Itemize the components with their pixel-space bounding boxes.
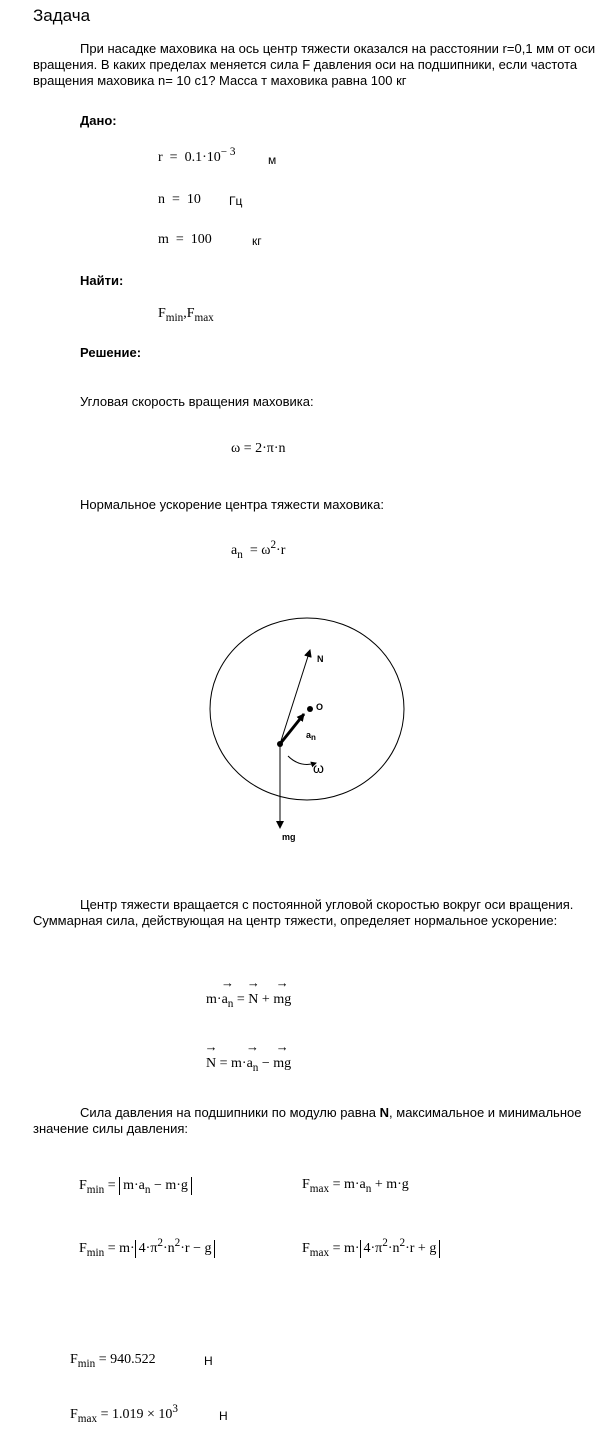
find-heading: Найти: xyxy=(80,273,124,288)
given-m-formula: m = 100 xyxy=(158,232,212,247)
given-r-unit: м xyxy=(268,153,277,167)
given-n-formula: n = 10 xyxy=(158,192,201,207)
given-r-formula: $r = 0.1\cdot 10^{- 3}$ xyxy=(158,145,236,165)
flywheel-diagram xyxy=(200,610,420,850)
axis-point xyxy=(307,706,313,712)
vector-equation-2: → $N = m\cdot\to a_n$ − → mg xyxy=(206,1056,291,1072)
result-fmin: $F_{min} = 940.522$ xyxy=(70,1352,156,1370)
given-heading: Дано: xyxy=(80,113,117,128)
label-an: an xyxy=(306,730,316,742)
fmin-formula-1: $F_{min} = m\cdot a_n - m\cdot g$ xyxy=(79,1177,192,1195)
given-n-unit: Гц xyxy=(229,194,243,208)
label-n: N xyxy=(317,654,324,664)
vector-equation-1: $m\cdot\to a_n$ = → N + → mg xyxy=(206,992,291,1008)
pressure-paragraph: Сила давления на подшипники по модулю равна N, максимальное и минимальное значение силы давления: xyxy=(33,1105,582,1136)
rotation-arrow xyxy=(288,756,316,764)
center-of-mass-point xyxy=(277,741,283,747)
result-fmin-unit: Н xyxy=(204,1354,213,1368)
accel-text: Нормальное ускорение центра тяжести маховика: xyxy=(80,497,385,512)
accel-formula: $a_n = \omega^2\cdot r$ xyxy=(231,538,286,561)
fmax-formula-2: $F_{max} = m\cdot 4\cdot\pi^2\cdot n^2\cdot r + g$ xyxy=(302,1240,440,1258)
solution-heading: Решение: xyxy=(80,345,142,360)
omega-formula: ω = 2·π·n xyxy=(231,441,286,456)
acceleration-arrow xyxy=(280,714,304,744)
given-m-unit: кг xyxy=(252,234,262,248)
page-title: Задача xyxy=(33,6,91,25)
center-paragraph: Центр тяжести вращается с постоянной угловой скоростью вокруг оси вращения. Суммарная сила, действующая на центр тяжести, определяет нормальное ускорение: xyxy=(33,897,574,928)
find-formula: $F_{min},F_{max}$ xyxy=(158,306,214,324)
label-mg: mg xyxy=(282,832,296,842)
label-omega: ω xyxy=(313,760,324,776)
result-fmax-unit: Н xyxy=(219,1409,228,1423)
problem-statement: При насадке маховика на ось центр тяжести оказался на расстоянии r=0,1 мм от оси вращения. В каких пределах меняется сила F давления оси на подшипники, если частота вращения маховика n= 10 с1? Масса т маховика равна 100 кг xyxy=(33,41,596,88)
fmax-formula-1: $F_{max} = m\cdot a_n + m\cdot g$ xyxy=(302,1177,409,1195)
result-fmax: $F_{max} = 1.019 \times 10^3$ xyxy=(70,1402,178,1425)
label-o: O xyxy=(316,702,324,712)
omega-text: Угловая скорость вращения маховика: xyxy=(80,394,314,409)
fmin-formula-2: $F_{min} = m\cdot 4\cdot\pi^2\cdot n^2\cdot r - g$ xyxy=(79,1240,215,1258)
